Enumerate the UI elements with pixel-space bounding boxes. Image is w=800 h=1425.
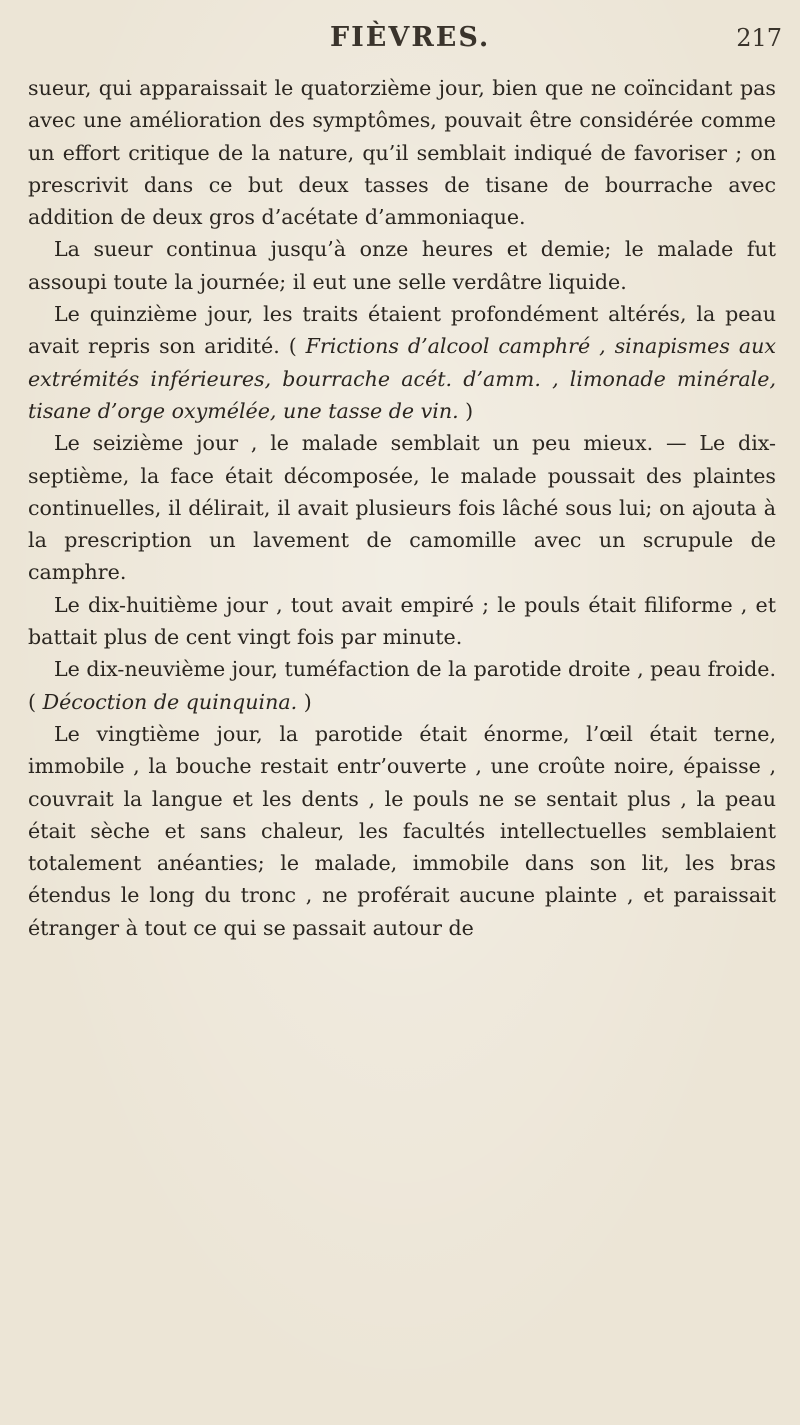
text-run: La sueur continua jusqu’à onze heures et demie; le malade fut assoupi toute la journée; il eut une selle verdâtre liquide. [28, 237, 776, 294]
paragraph [28, 718, 776, 944]
text-run: Le quinzième jour, les traits étaient profondément altérés, la peau avait repris son aridité. ( [28, 302, 776, 359]
page-header [0, 22, 800, 62]
paragraph [28, 72, 776, 233]
text-run: sueur, qui apparaissait le quatorzième jour, bien que ne coïncidant pas avec une amélioration des symptômes, pouvait être considérée comme un effort critique de la nature, qu’il semblait indiqué de favoriser ; on prescrivit dans ce but deux tasses de tisane de bourrache avec addition de deux gros d’acétate d’ammoniaque. [28, 76, 776, 230]
prescription-text: Frictions d’alcool camphré , sinapismes aux extrémités inférieures, bourrache acét. d’amm. , limonade minérale, tisane d’orge oxymélée, une tasse de vin. [28, 334, 776, 423]
paragraph [28, 298, 776, 427]
paragraph [28, 427, 776, 588]
text-run: ) [297, 689, 312, 714]
paragraph [28, 589, 776, 654]
paragraph [28, 653, 776, 718]
page-number: 217 [736, 24, 782, 52]
text-run: Le dix-huitième jour , tout avait empiré ; le pouls était filiforme , et battait plus de cent vingt fois par minute. [28, 592, 776, 650]
running-head: FIÈVRES. [330, 22, 491, 53]
prescription-text: Décoction de quinquina. [42, 689, 298, 714]
text-run: Le dix-neuvième jour, tuméfaction de la parotide droite , peau froide. ( [28, 657, 776, 714]
text-run: Le seizième jour , le malade semblait un peu mieux. — Le dix-septième, la face était décomposée, le malade poussait des plaintes continuelles, il délirait, il avait plusieurs fois lâché sous lui; on ajouta à la prescription un lavement de camomille avec un scrupule de camphre. [28, 431, 776, 585]
body-text [28, 72, 776, 944]
paragraph [28, 233, 776, 298]
text-run: ) [458, 398, 474, 423]
text-run: Le vingtième jour, la parotide était énorme, l’œil était terne, immobile , la bouche restait entr’ouverte , une croûte noire, épaisse , couvrait la langue et les dents , le pouls ne se sentait plus , la peau était sèche et sans chaleur, les facultés intellectuelles semblaient totalement anéanties; le malade, immobile dans son lit, les bras étendus le long du tronc , ne proférait aucune plainte , et paraissait étranger à tout ce qui se passait autour de [28, 721, 776, 940]
